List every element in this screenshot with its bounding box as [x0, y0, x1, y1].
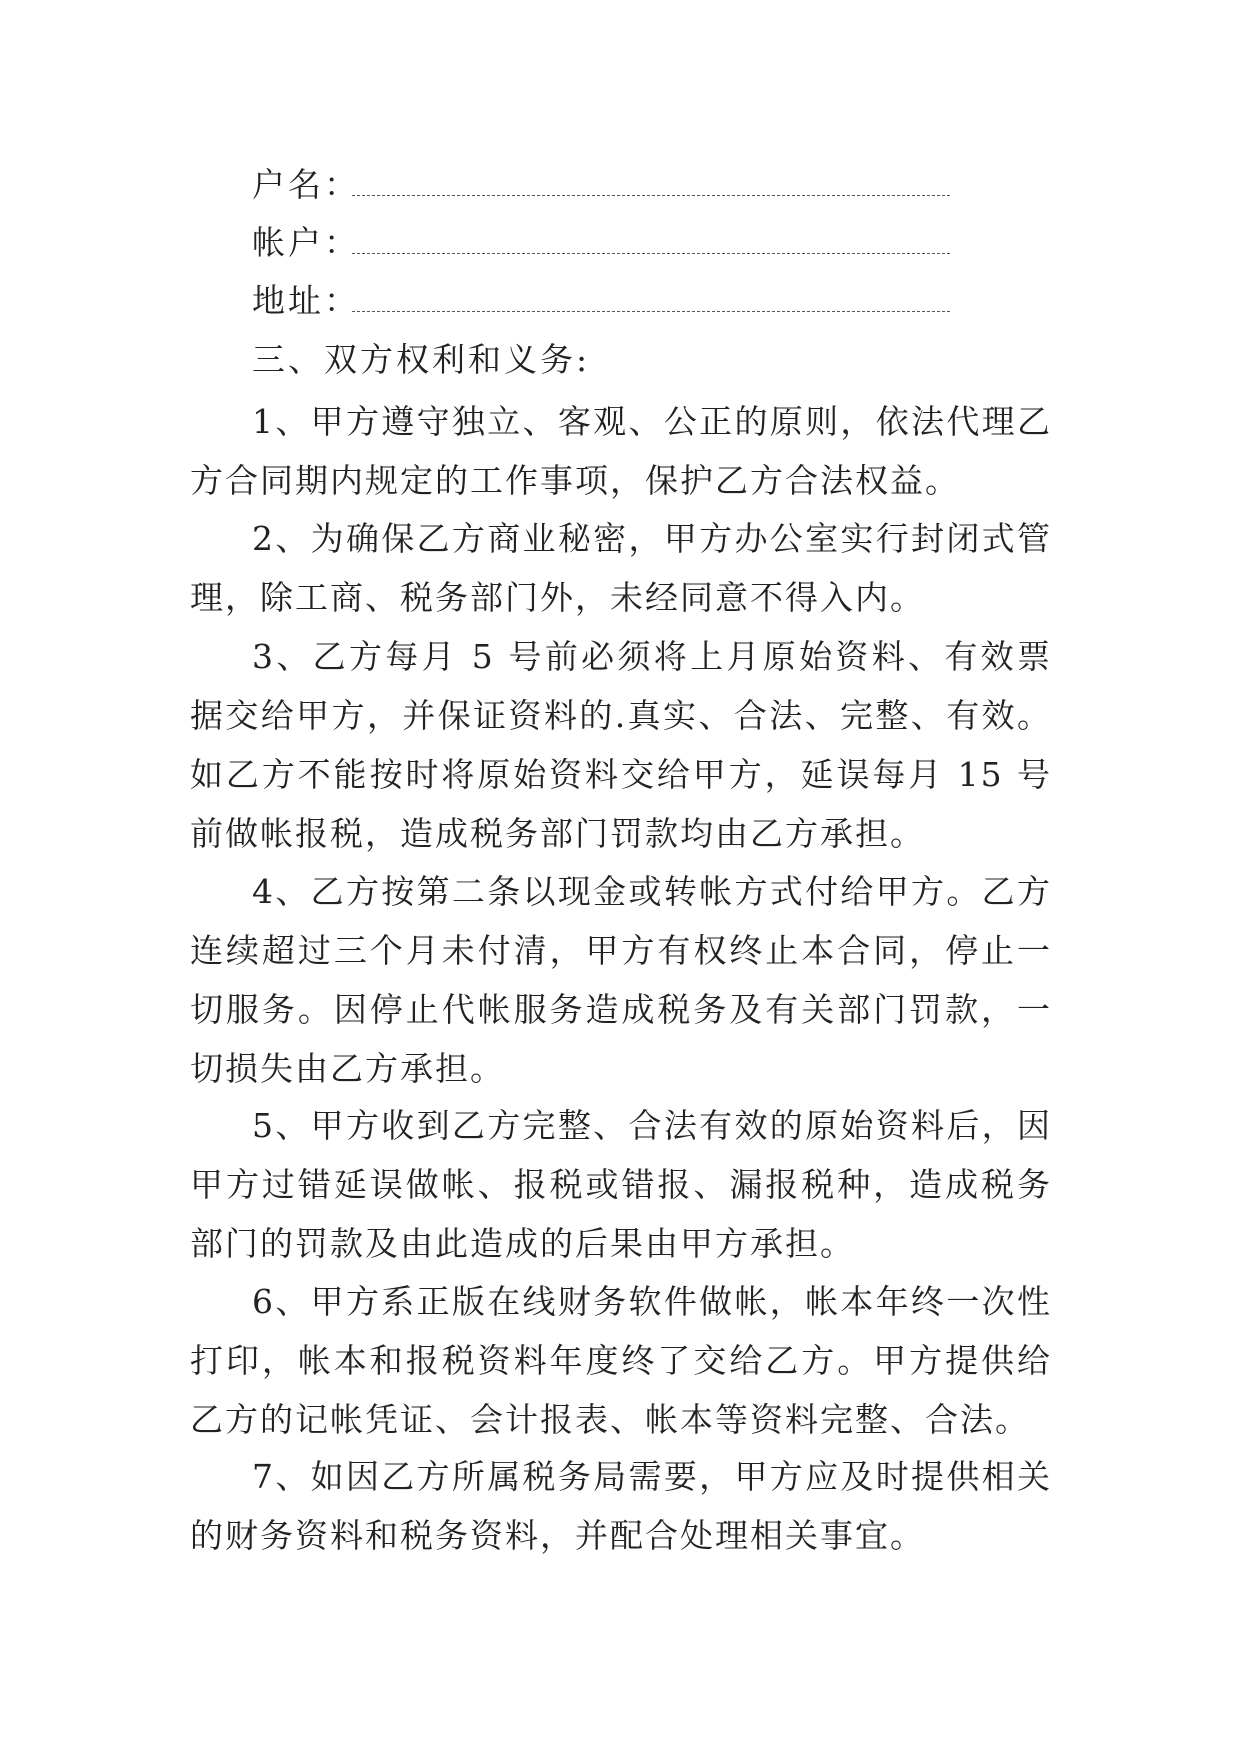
account-number-blank-line — [352, 253, 950, 254]
address-label: 地址： — [252, 281, 360, 320]
address-blank-line — [352, 311, 950, 312]
account-number-field — [252, 223, 360, 263]
clause-7: 7、如因乙方所属税务局需要，甲方应及时提供相关的财务资料和税务资料，并配合处理相关事宜。 — [190, 1457, 1052, 1555]
clause-4: 4、乙方按第二条以现金或转帐方式付给甲方。乙方连续超过三个月未付清，甲方有权终止本合同，停止一切服务。因停止代帐服务造成税务及有关部门罚款，一切损失由乙方承担。 — [190, 872, 1052, 1088]
account-name-blank-line — [352, 195, 950, 196]
account-name-field — [252, 165, 360, 205]
address-field — [252, 281, 360, 321]
account-name-label: 户名： — [252, 165, 360, 204]
account-number-label: 帐户： — [252, 223, 360, 262]
section-title: 三、双方权利和义务: — [252, 340, 591, 379]
clause-3: 3、乙方每月 5 号前必须将上月原始资料、有效票据交给甲方，并保证资料的.真实、合法、完整、有效。如乙方不能按时将原始资料交给甲方，延误每月 15 号前做帐报税，造成税务部门罚款均由乙方承担。 — [190, 637, 1052, 853]
clause-5: 5、甲方收到乙方完整、合法有效的原始资料后，因甲方过错延误做帐、报税或错报、漏报税种，造成税务部门的罚款及由此造成的后果由甲方承担。 — [190, 1106, 1052, 1263]
clause-2: 2、为确保乙方商业秘密，甲方办公室实行封闭式管理，除工商、税务部门外，未经同意不得入内。 — [190, 519, 1052, 617]
clause-6: 6、甲方系正版在线财务软件做帐，帐本年终一次性打印，帐本和报税资料年度终了交给乙方。甲方提供给乙方的记帐凭证、会计报表、帐本等资料完整、合法。 — [190, 1282, 1052, 1439]
clause-1: 1、甲方遵守独立、客观、公正的原则，依法代理乙方合同期内规定的工作事项，保护乙方合法权益。 — [190, 402, 1052, 500]
